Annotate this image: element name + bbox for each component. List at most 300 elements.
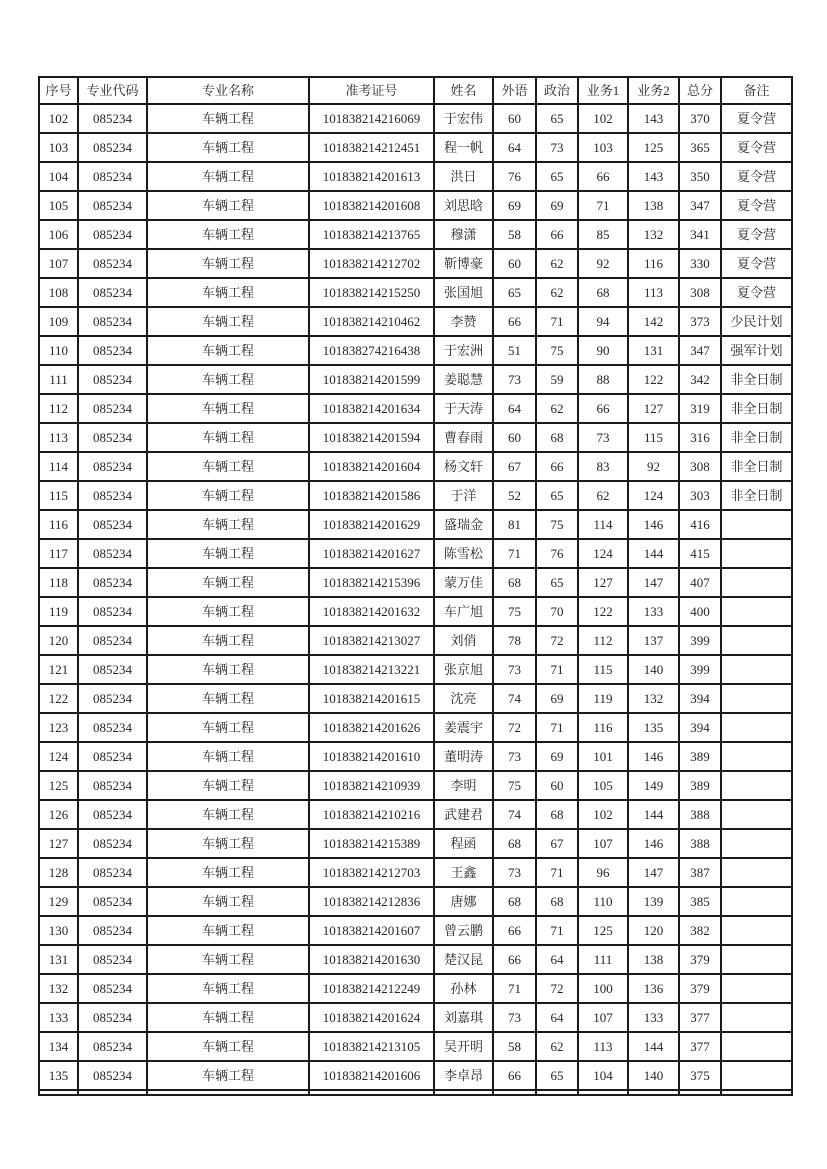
cell-ticket-no: 101838214213027 xyxy=(309,626,434,655)
cell-ticket-no: 101838274216438 xyxy=(309,336,434,365)
cell-business1: 125 xyxy=(578,916,628,945)
cell-name: 沈亮 xyxy=(434,684,493,713)
cell-politics: 72 xyxy=(536,626,578,655)
cell-foreign-lang: 60 xyxy=(493,423,536,452)
cell-major-name: 车辆工程 xyxy=(147,394,309,423)
column-header-major-code: 专业代码 xyxy=(78,77,147,104)
cell-business1: 107 xyxy=(578,1003,628,1032)
table-row xyxy=(39,133,792,162)
cell-seq: 123 xyxy=(39,713,78,742)
cell-seq: 127 xyxy=(39,829,78,858)
cell-ticket-no: 101838214201606 xyxy=(309,1061,434,1090)
cell-business1: 88 xyxy=(578,365,628,394)
cell-politics: 71 xyxy=(536,655,578,684)
table-row xyxy=(39,858,792,887)
cell-business1: 83 xyxy=(578,452,628,481)
cell-remark-empty xyxy=(721,1090,792,1095)
cell-ticket-no: 101838214201599 xyxy=(309,365,434,394)
cell-ticket-no: 101838214201627 xyxy=(309,539,434,568)
cell-remark: 夏令营 xyxy=(721,278,792,307)
table-row xyxy=(39,307,792,336)
cell-business2: 124 xyxy=(628,481,679,510)
cell-total: 389 xyxy=(679,742,721,771)
table-row xyxy=(39,423,792,452)
cell-name: 张国旭 xyxy=(434,278,493,307)
cell-business2: 136 xyxy=(628,974,679,1003)
cell-business1: 104 xyxy=(578,1061,628,1090)
cell-ticket-no: 101838214215389 xyxy=(309,829,434,858)
table-header xyxy=(39,77,792,104)
cell-seq: 117 xyxy=(39,539,78,568)
cell-major-name: 车辆工程 xyxy=(147,858,309,887)
cell-politics: 64 xyxy=(536,1003,578,1032)
cell-major-name: 车辆工程 xyxy=(147,771,309,800)
cell-name: 李卓昂 xyxy=(434,1061,493,1090)
cell-seq: 102 xyxy=(39,104,78,133)
cell-major-name-empty xyxy=(147,1090,309,1095)
cell-major-name: 车辆工程 xyxy=(147,916,309,945)
cell-business2: 125 xyxy=(628,133,679,162)
cell-ticket-no: 101838214201607 xyxy=(309,916,434,945)
table-row xyxy=(39,916,792,945)
table-row xyxy=(39,684,792,713)
cell-foreign-lang: 60 xyxy=(493,249,536,278)
cell-foreign-lang: 75 xyxy=(493,771,536,800)
score-table xyxy=(38,76,793,1096)
cell-total: 399 xyxy=(679,655,721,684)
cell-business1: 105 xyxy=(578,771,628,800)
cell-seq-empty xyxy=(39,1090,78,1095)
cell-name: 于宏洲 xyxy=(434,336,493,365)
cell-business2: 138 xyxy=(628,945,679,974)
cell-remark: 非全日制 xyxy=(721,394,792,423)
cell-foreign-lang: 66 xyxy=(493,945,536,974)
cell-name: 穆潇 xyxy=(434,220,493,249)
cell-major-name: 车辆工程 xyxy=(147,800,309,829)
cell-business2-empty xyxy=(628,1090,679,1095)
cell-major-name: 车辆工程 xyxy=(147,1003,309,1032)
cell-total: 316 xyxy=(679,423,721,452)
cell-total: 389 xyxy=(679,771,721,800)
cell-foreign-lang: 73 xyxy=(493,858,536,887)
cell-ticket-no: 101838214215250 xyxy=(309,278,434,307)
cell-remark: 非全日制 xyxy=(721,452,792,481)
cell-business1: 107 xyxy=(578,829,628,858)
cell-remark: 夏令营 xyxy=(721,249,792,278)
cell-name: 姜震宇 xyxy=(434,713,493,742)
cell-remark xyxy=(721,742,792,771)
cell-total: 399 xyxy=(679,626,721,655)
cell-politics: 69 xyxy=(536,742,578,771)
cell-major-code: 085234 xyxy=(78,945,147,974)
cell-business1-empty xyxy=(578,1090,628,1095)
cell-total: 319 xyxy=(679,394,721,423)
cell-foreign-lang: 72 xyxy=(493,713,536,742)
cell-foreign-lang: 66 xyxy=(493,307,536,336)
cell-major-name: 车辆工程 xyxy=(147,307,309,336)
cell-major-name: 车辆工程 xyxy=(147,974,309,1003)
cell-total: 377 xyxy=(679,1032,721,1061)
cell-ticket-no: 101838214216069 xyxy=(309,104,434,133)
cell-major-name: 车辆工程 xyxy=(147,249,309,278)
cell-politics: 65 xyxy=(536,104,578,133)
cell-business2: 140 xyxy=(628,655,679,684)
cell-name: 姜聪慧 xyxy=(434,365,493,394)
cell-remark xyxy=(721,684,792,713)
cell-business2: 122 xyxy=(628,365,679,394)
cell-remark: 夏令营 xyxy=(721,191,792,220)
cell-business1: 71 xyxy=(578,191,628,220)
cell-foreign-lang: 73 xyxy=(493,655,536,684)
cell-seq: 118 xyxy=(39,568,78,597)
table-row xyxy=(39,1032,792,1061)
cell-major-code: 085234 xyxy=(78,887,147,916)
cell-total: 347 xyxy=(679,336,721,365)
cell-business1: 66 xyxy=(578,394,628,423)
cell-foreign-lang: 76 xyxy=(493,162,536,191)
cell-total: 382 xyxy=(679,916,721,945)
table-row xyxy=(39,220,792,249)
table-row xyxy=(39,1061,792,1090)
cell-politics-empty xyxy=(536,1090,578,1095)
cell-name: 刘俏 xyxy=(434,626,493,655)
cell-name: 车广旭 xyxy=(434,597,493,626)
cell-business2: 144 xyxy=(628,539,679,568)
cell-seq: 131 xyxy=(39,945,78,974)
cell-remark xyxy=(721,1003,792,1032)
cell-total: 365 xyxy=(679,133,721,162)
cell-seq: 120 xyxy=(39,626,78,655)
cell-business1: 103 xyxy=(578,133,628,162)
cell-major-code: 085234 xyxy=(78,481,147,510)
cell-name: 武建君 xyxy=(434,800,493,829)
column-header-business1: 业务1 xyxy=(578,77,628,104)
cell-name: 靳博豪 xyxy=(434,249,493,278)
cell-major-code: 085234 xyxy=(78,191,147,220)
cell-business1: 101 xyxy=(578,742,628,771)
cell-total: 379 xyxy=(679,974,721,1003)
cell-politics: 65 xyxy=(536,568,578,597)
cell-total: 308 xyxy=(679,278,721,307)
cell-business1: 116 xyxy=(578,713,628,742)
cell-major-name: 车辆工程 xyxy=(147,568,309,597)
cell-business2: 144 xyxy=(628,1032,679,1061)
cell-major-name: 车辆工程 xyxy=(147,365,309,394)
table-row xyxy=(39,568,792,597)
score-table-body xyxy=(39,104,792,1095)
cell-politics: 64 xyxy=(536,945,578,974)
cell-seq: 128 xyxy=(39,858,78,887)
cell-business1: 100 xyxy=(578,974,628,1003)
cell-business2: 132 xyxy=(628,220,679,249)
table-row xyxy=(39,887,792,916)
cell-major-name: 车辆工程 xyxy=(147,133,309,162)
cell-major-code: 085234 xyxy=(78,423,147,452)
cell-ticket-no: 101838214201594 xyxy=(309,423,434,452)
cell-business2: 139 xyxy=(628,887,679,916)
cell-business2: 146 xyxy=(628,510,679,539)
cell-major-code: 085234 xyxy=(78,336,147,365)
cell-remark xyxy=(721,974,792,1003)
cell-ticket-no-empty xyxy=(309,1090,434,1095)
cell-foreign-lang: 60 xyxy=(493,104,536,133)
cell-major-code: 085234 xyxy=(78,510,147,539)
cell-name: 杨文轩 xyxy=(434,452,493,481)
column-header-business2: 业务2 xyxy=(628,77,679,104)
cell-business2: 149 xyxy=(628,771,679,800)
cell-seq: 113 xyxy=(39,423,78,452)
column-header-ticket-no: 准考证号 xyxy=(309,77,434,104)
cell-politics: 62 xyxy=(536,249,578,278)
cell-total: 373 xyxy=(679,307,721,336)
cell-seq: 129 xyxy=(39,887,78,916)
cell-foreign-lang: 67 xyxy=(493,452,536,481)
cell-foreign-lang: 68 xyxy=(493,829,536,858)
cell-total: 341 xyxy=(679,220,721,249)
cell-name: 楚汉昆 xyxy=(434,945,493,974)
table-row xyxy=(39,974,792,1003)
cell-major-name: 车辆工程 xyxy=(147,510,309,539)
cell-major-name: 车辆工程 xyxy=(147,423,309,452)
cell-foreign-lang: 73 xyxy=(493,365,536,394)
cell-seq: 122 xyxy=(39,684,78,713)
cell-business2: 127 xyxy=(628,394,679,423)
cell-ticket-no: 101838214210939 xyxy=(309,771,434,800)
cell-major-code: 085234 xyxy=(78,104,147,133)
cell-name: 程一帆 xyxy=(434,133,493,162)
header-row xyxy=(39,77,792,104)
cell-seq: 124 xyxy=(39,742,78,771)
cell-politics: 62 xyxy=(536,278,578,307)
cell-major-code: 085234 xyxy=(78,133,147,162)
cell-business2: 147 xyxy=(628,568,679,597)
cell-ticket-no: 101838214201586 xyxy=(309,481,434,510)
cell-total: 394 xyxy=(679,684,721,713)
cell-total: 415 xyxy=(679,539,721,568)
cell-politics: 66 xyxy=(536,220,578,249)
cell-name: 洪日 xyxy=(434,162,493,191)
cell-major-code: 085234 xyxy=(78,568,147,597)
cell-seq: 114 xyxy=(39,452,78,481)
cell-foreign-lang: 51 xyxy=(493,336,536,365)
cell-foreign-lang: 71 xyxy=(493,974,536,1003)
cell-politics: 76 xyxy=(536,539,578,568)
cell-major-code: 085234 xyxy=(78,829,147,858)
cell-ticket-no: 101838214213765 xyxy=(309,220,434,249)
cell-ticket-no: 101838214212703 xyxy=(309,858,434,887)
cell-business1: 94 xyxy=(578,307,628,336)
cell-remark xyxy=(721,568,792,597)
cell-business2: 147 xyxy=(628,858,679,887)
table-row xyxy=(39,481,792,510)
cell-business2: 115 xyxy=(628,423,679,452)
cell-total: 342 xyxy=(679,365,721,394)
cell-business2: 140 xyxy=(628,1061,679,1090)
cell-major-name: 车辆工程 xyxy=(147,104,309,133)
cell-major-code: 085234 xyxy=(78,597,147,626)
cell-ticket-no: 101838214201608 xyxy=(309,191,434,220)
cell-total: 388 xyxy=(679,829,721,858)
cell-name: 于洋 xyxy=(434,481,493,510)
table-row xyxy=(39,655,792,684)
cell-business2: 92 xyxy=(628,452,679,481)
cell-major-name: 车辆工程 xyxy=(147,597,309,626)
cell-business1: 92 xyxy=(578,249,628,278)
cell-business1: 102 xyxy=(578,104,628,133)
cell-seq: 119 xyxy=(39,597,78,626)
cell-name: 李赞 xyxy=(434,307,493,336)
cell-remark xyxy=(721,510,792,539)
cell-business2: 116 xyxy=(628,249,679,278)
cell-major-code: 085234 xyxy=(78,858,147,887)
cell-business2: 132 xyxy=(628,684,679,713)
cell-major-name: 车辆工程 xyxy=(147,655,309,684)
cell-ticket-no: 101838214201610 xyxy=(309,742,434,771)
cell-foreign-lang: 74 xyxy=(493,684,536,713)
cell-remark: 夏令营 xyxy=(721,162,792,191)
cell-total: 350 xyxy=(679,162,721,191)
table-row xyxy=(39,945,792,974)
cell-seq: 133 xyxy=(39,1003,78,1032)
cell-business1: 111 xyxy=(578,945,628,974)
cell-name-empty xyxy=(434,1090,493,1095)
cell-seq: 111 xyxy=(39,365,78,394)
cell-ticket-no: 101838214215396 xyxy=(309,568,434,597)
cell-foreign-lang: 73 xyxy=(493,742,536,771)
cell-major-name: 车辆工程 xyxy=(147,191,309,220)
cell-politics: 71 xyxy=(536,858,578,887)
cell-business2: 138 xyxy=(628,191,679,220)
cell-major-code: 085234 xyxy=(78,1003,147,1032)
cell-remark: 非全日制 xyxy=(721,365,792,394)
cell-ticket-no: 101838214212451 xyxy=(309,133,434,162)
cell-major-name: 车辆工程 xyxy=(147,945,309,974)
cell-major-code: 085234 xyxy=(78,1032,147,1061)
table-row xyxy=(39,104,792,133)
cell-politics: 60 xyxy=(536,771,578,800)
cell-politics: 70 xyxy=(536,597,578,626)
cell-major-code-empty xyxy=(78,1090,147,1095)
cell-name: 程函 xyxy=(434,829,493,858)
cell-business2: 146 xyxy=(628,742,679,771)
cell-total: 379 xyxy=(679,945,721,974)
cell-major-code: 085234 xyxy=(78,1061,147,1090)
cell-business1: 115 xyxy=(578,655,628,684)
cell-politics: 68 xyxy=(536,423,578,452)
cell-seq: 130 xyxy=(39,916,78,945)
cell-total: 388 xyxy=(679,800,721,829)
cell-remark: 少民计划 xyxy=(721,307,792,336)
cell-ticket-no: 101838214201634 xyxy=(309,394,434,423)
cell-seq: 135 xyxy=(39,1061,78,1090)
cell-ticket-no: 101838214210216 xyxy=(309,800,434,829)
cell-major-name: 车辆工程 xyxy=(147,336,309,365)
cell-total: 385 xyxy=(679,887,721,916)
cell-remark: 夏令营 xyxy=(721,220,792,249)
cell-major-name: 车辆工程 xyxy=(147,452,309,481)
cell-ticket-no: 101838214201615 xyxy=(309,684,434,713)
cell-politics: 62 xyxy=(536,394,578,423)
cell-seq: 132 xyxy=(39,974,78,1003)
cell-remark xyxy=(721,626,792,655)
cell-major-name: 车辆工程 xyxy=(147,713,309,742)
cell-name: 盛瑞金 xyxy=(434,510,493,539)
cell-business1: 112 xyxy=(578,626,628,655)
cell-ticket-no: 101838214212249 xyxy=(309,974,434,1003)
cell-total: 416 xyxy=(679,510,721,539)
cell-remark: 非全日制 xyxy=(721,423,792,452)
cell-politics: 71 xyxy=(536,307,578,336)
table-row xyxy=(39,510,792,539)
cell-business2: 143 xyxy=(628,104,679,133)
cell-politics: 75 xyxy=(536,336,578,365)
cell-politics: 71 xyxy=(536,713,578,742)
cell-total: 375 xyxy=(679,1061,721,1090)
cell-ticket-no: 101838214213105 xyxy=(309,1032,434,1061)
cell-business2: 146 xyxy=(628,829,679,858)
cell-major-name: 车辆工程 xyxy=(147,220,309,249)
column-header-name: 姓名 xyxy=(434,77,493,104)
cell-major-code: 085234 xyxy=(78,162,147,191)
cell-business1: 68 xyxy=(578,278,628,307)
table-row xyxy=(39,1003,792,1032)
cell-total: 347 xyxy=(679,191,721,220)
cell-major-name: 车辆工程 xyxy=(147,539,309,568)
cell-foreign-lang: 58 xyxy=(493,1032,536,1061)
cell-remark: 非全日制 xyxy=(721,481,792,510)
cell-ticket-no: 101838214212836 xyxy=(309,887,434,916)
cell-total: 370 xyxy=(679,104,721,133)
cell-politics: 73 xyxy=(536,133,578,162)
cell-business1: 96 xyxy=(578,858,628,887)
cell-remark xyxy=(721,887,792,916)
cell-major-name: 车辆工程 xyxy=(147,887,309,916)
cell-major-code: 085234 xyxy=(78,394,147,423)
cell-seq: 106 xyxy=(39,220,78,249)
cell-business2: 137 xyxy=(628,626,679,655)
cell-total: 308 xyxy=(679,452,721,481)
cell-major-code: 085234 xyxy=(78,278,147,307)
cell-politics: 66 xyxy=(536,452,578,481)
cell-major-code: 085234 xyxy=(78,713,147,742)
cell-total: 377 xyxy=(679,1003,721,1032)
cell-business2: 133 xyxy=(628,1003,679,1032)
cell-name: 张京旭 xyxy=(434,655,493,684)
cell-major-code: 085234 xyxy=(78,539,147,568)
cell-ticket-no: 101838214210462 xyxy=(309,307,434,336)
cell-foreign-lang: 73 xyxy=(493,1003,536,1032)
cell-ticket-no: 101838214201629 xyxy=(309,510,434,539)
cell-business1: 90 xyxy=(578,336,628,365)
cell-name: 曾云鹏 xyxy=(434,916,493,945)
cell-business2: 144 xyxy=(628,800,679,829)
cell-name: 刘嘉琪 xyxy=(434,1003,493,1032)
cell-politics: 67 xyxy=(536,829,578,858)
cell-remark: 夏令营 xyxy=(721,133,792,162)
cell-total: 387 xyxy=(679,858,721,887)
cell-business1: 102 xyxy=(578,800,628,829)
cell-foreign-lang: 65 xyxy=(493,278,536,307)
cell-business1: 124 xyxy=(578,539,628,568)
table-row xyxy=(39,597,792,626)
cell-name: 李明 xyxy=(434,771,493,800)
table-row xyxy=(39,626,792,655)
table-row xyxy=(39,742,792,771)
cell-total-empty xyxy=(679,1090,721,1095)
column-header-foreign-lang: 外语 xyxy=(493,77,536,104)
cell-remark xyxy=(721,539,792,568)
cell-business2: 113 xyxy=(628,278,679,307)
